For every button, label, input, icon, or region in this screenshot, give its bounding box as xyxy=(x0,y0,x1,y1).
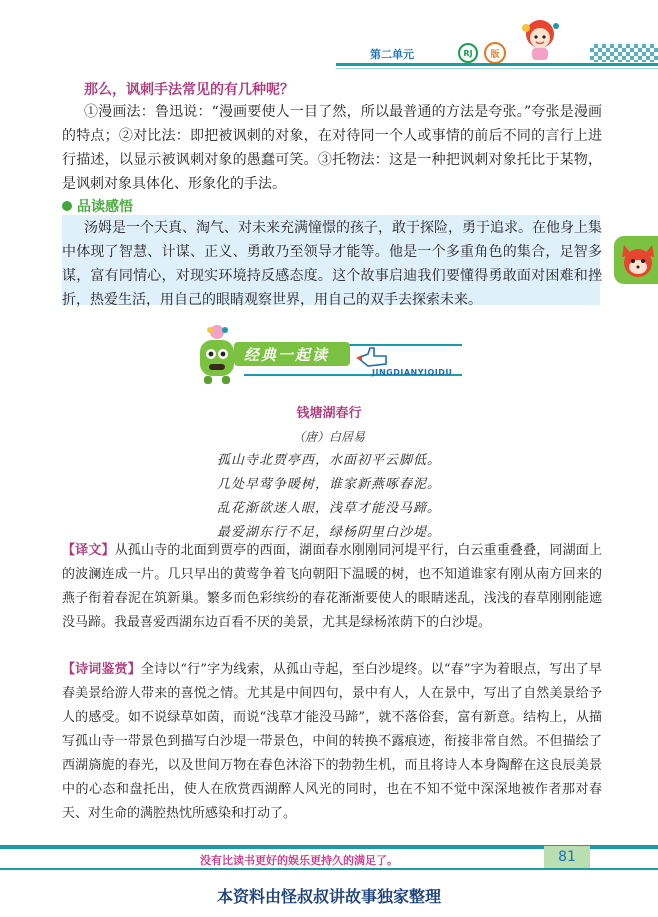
reading-paragraph: 汤姆是一个天真、淘气、对未来充满憧憬的孩子，敢于探险，勇于追求。在他身上集中体现了智慧、计谋、正义、勇敢乃至领导才能等。他是一个多重角色的集合，足智多谋，富有同情心，对现实环境持反感态度。这个故事启迪我们要懂得勇敢面对困难和挫折，热爱生活，用自己的眼睛观察世界，用自己的双手去探索未来。 xyxy=(62,220,602,308)
appreciation-paragraph xyxy=(62,658,602,826)
pointing-hand-icon xyxy=(356,344,390,370)
poem-body xyxy=(0,449,658,545)
appreciation-text: 全诗以“行”字为线索，从孤山寺起，至白沙堤终。以“春”字为着眼点，写出了早春美景给游人带来的喜悦之情。尤其是中间四句，景中有人，人在景中，写出了自然美景给予人的感受。如不说绿草如茵，而说“浅草才能没马蹄”，就不落俗套，富有新意。结构上，从描写孤山寺一带景色到描写白沙堤一带景色，中间的转换不露痕迹，衔接非常自然。不但描绘了西湖旖旎的春光，以及世间万物在春色沐浴下的勃勃生机，而且将诗人本身陶醉在这良辰美景中的心态和盘托出，使人在欣赏西湖醉人风光的同时，也在不知不觉中深深地被作者那对春天、对生命的满腔热忱所感染和打动了。 xyxy=(62,662,602,821)
translation-text: 从孤山寺的北面到贾亭的西面，湖面春水刚刚同河堤平行，白云重重叠叠，同湖面上的波澜连成一片。几只早出的黄莺争着飞向朝阳下温暖的树，也不知道谁家有刚从南方回来的燕子衔着春泥在筑新巢。繁多而色彩缤纷的春花渐渐要使人的眼睛迷乱，浅浅的春草刚刚能遮没马蹄。我最喜爱西湖东边百看不厌的美景，尤其是绿杨浓荫下的白沙堤。 xyxy=(62,543,602,630)
fox-mascot-icon xyxy=(618,239,658,281)
banner-pinyin: JINGDIANYIQIDU xyxy=(372,368,453,377)
edition-badge: 版 xyxy=(484,42,506,64)
footer-rule-bottom xyxy=(0,868,658,870)
section-question: 那么，讽刺手法常见的有几种呢？ xyxy=(84,82,294,98)
rj-badge: RJ xyxy=(458,43,478,63)
poem-line: 孤山寺北贾亭西，水面初平云脚低。 xyxy=(216,453,441,468)
header-rule-thin xyxy=(336,68,658,69)
poem-title: 钱塘湖春行 xyxy=(296,406,362,421)
translation-paragraph xyxy=(62,539,602,635)
banner-title: 经典一起读 xyxy=(244,346,330,364)
poem-line: 乱花渐欲迷人眼，浅草才能没马蹄。 xyxy=(216,501,441,516)
poem-author: （唐）白居易 xyxy=(292,430,365,444)
footer-slogan: 没有比读书更好的娱乐更持久的满足了。 xyxy=(200,854,398,867)
page-number: 81 xyxy=(558,849,576,865)
header-rule xyxy=(336,63,658,66)
poem-line: 最爱湖东行不足，绿杨阴里白沙堤。 xyxy=(216,525,441,540)
unit-label: 第二单元 xyxy=(370,48,414,61)
translation-label: 【译文】 xyxy=(62,543,115,558)
poem-line: 几处早莺争暖树，谁家新燕啄春泥。 xyxy=(216,477,441,492)
appreciation-label: 【诗词鉴赏】 xyxy=(62,662,141,677)
girl-mascot-icon xyxy=(514,14,566,66)
header-checker-pattern xyxy=(590,44,658,62)
reading-section-title: 品读感悟 xyxy=(77,199,133,215)
credit-line: 本资料由怪叔叔讲故事独家整理 xyxy=(216,887,441,906)
intro-paragraph: ①漫画法：鲁迅说：“漫画要使人一目了然，所以最普通的方法是夸张。”夸张是漫画的特点；②对比法：即把被讽刺的对象，在对待同一个人或事情的前后不同的言行上进行描述，以显示被讽刺对象的愚蠢可笑。③托物法：这是一种把讽刺对象托比于某物，是讽刺对象具体化、形象化的手法。 xyxy=(62,104,602,192)
reading-section-header xyxy=(62,196,133,216)
bullet-dot-icon xyxy=(62,201,72,211)
